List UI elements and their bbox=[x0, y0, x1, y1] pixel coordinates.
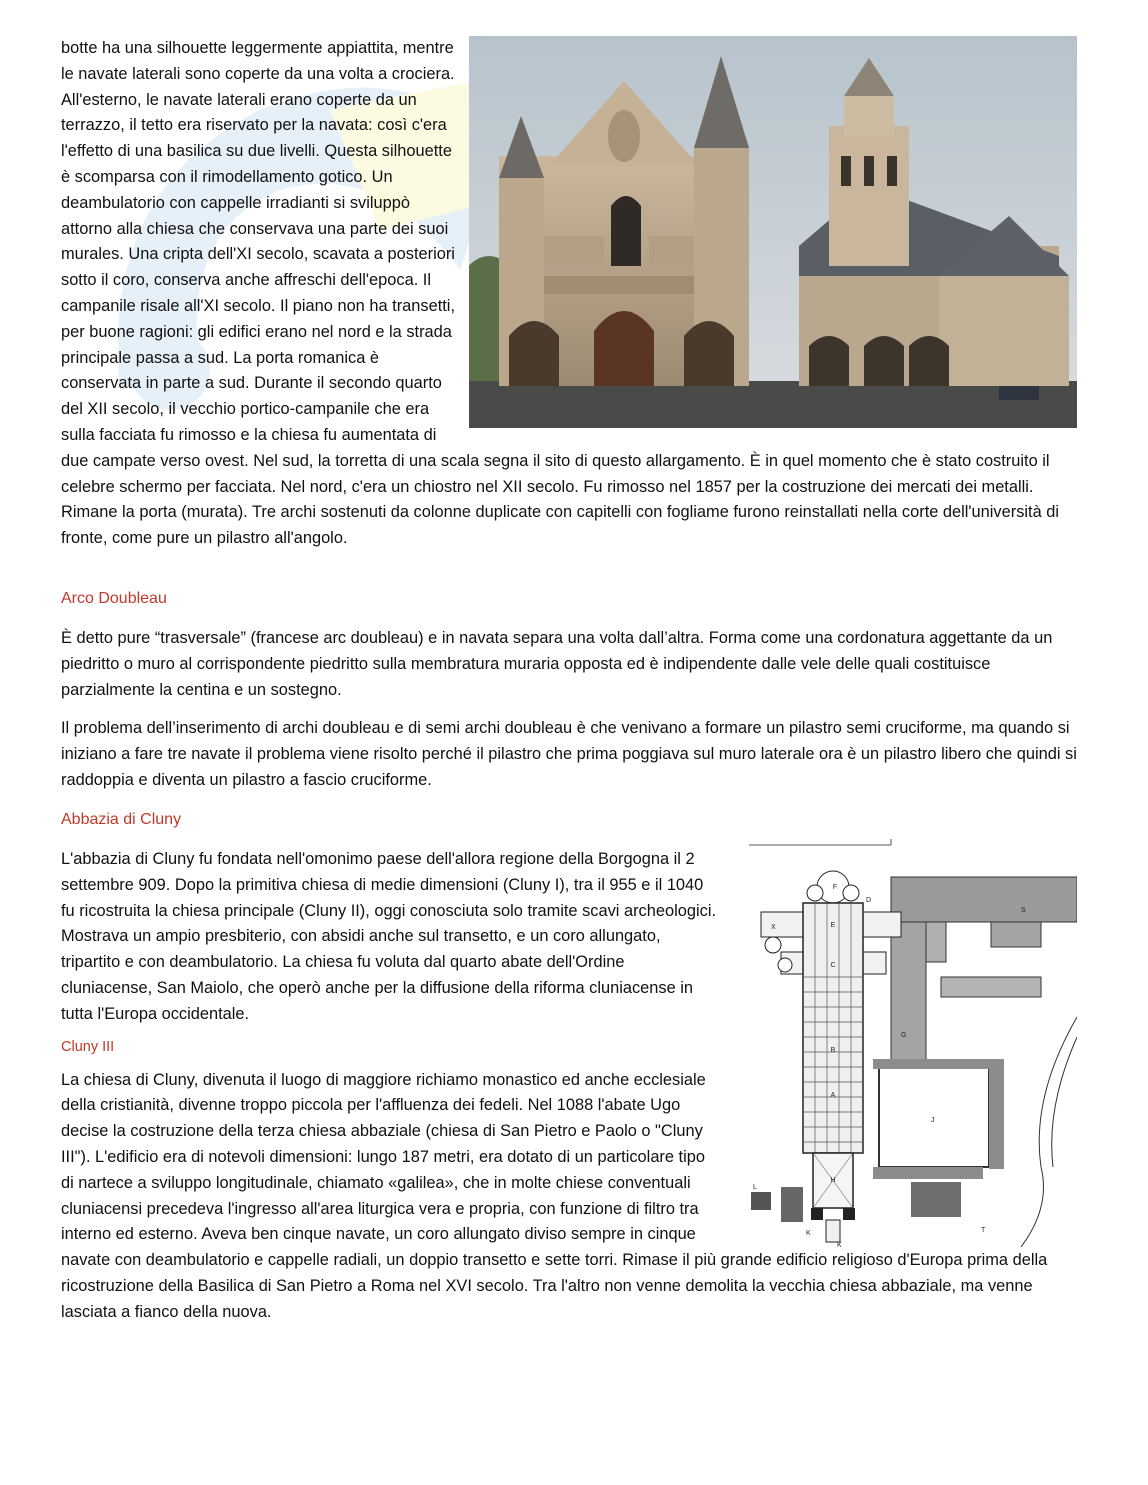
plan-label: H bbox=[830, 1177, 836, 1184]
cluny-section bbox=[61, 847, 1077, 1326]
cluny-iii-heading: Cluny III bbox=[61, 1038, 115, 1055]
cluny-paragraph-1: L'abbazia di Cluny fu fondata nell'omonimo paese dell'allora regione della Borgogna il 2 settembre 909. Dopo la primitiva chiesa di medie dimensioni (Cluny I), tra il 955 e il 1040 fu ricostruita la chiesa principale (Cluny II), oggi conosciuta solo tramite scavi archeologici. Mostrava un ampio presbiterio, con absidi anche sul transetto, e un coro allungato, tripartito e con deambulatorio. La chiesa fu voluta dal quarto abate dell'Ordine cluniacense, San Maiolo, che operò anche per la diffusione della riforma cluniacense in tutta l'Europa occidentale. bbox=[61, 850, 717, 1023]
plan-label: K bbox=[837, 1242, 842, 1247]
plan-label: L bbox=[753, 1184, 757, 1191]
church-photo bbox=[469, 36, 1077, 428]
plan-label: S bbox=[1021, 907, 1026, 914]
arco-paragraph-1: È detto pure “trasversale” (francese arc doubleau) e in navata separa una volta dall’altra. Forma come una cordonatura aggettante da un piedritto o muro al corrispondente piedritto sulla membratura muraria opposta ed è indipendente dalle vele delle quali costituisce parzialmente la centina e un sostegno. bbox=[61, 629, 1053, 699]
arco-section bbox=[61, 626, 1077, 794]
cluny-floor-plan bbox=[741, 837, 1077, 1247]
plan-label: B bbox=[830, 1047, 836, 1054]
plan-label: J bbox=[931, 1117, 935, 1124]
plan-label: E bbox=[830, 922, 836, 929]
arco-paragraph-2: Il problema dell’inserimento di archi doubleau e di semi archi doubleau è che venivano a formare un pilastro semi cruciforme, ma quando si iniziano a fare tre navate il problema viene risolto perché il pilastro che prima poggiava sul muro laterale ora è un pilastro libero che quindi si raddoppia e diventa un pilastro a fascio cruciforme. bbox=[61, 719, 1077, 789]
intro-section bbox=[61, 36, 1077, 552]
cluny-paragraph-2: La chiesa di Cluny, divenuta il luogo di maggiore richiamo monastico ed anche ecclesiale della cristianità, divenne troppo piccola per l'affluenza dei fedeli. Nel 1088 l'abate Ugo decise la costruzione della terza chiesa abbaziale (chiesa di San Pietro e Paolo o "Cluny III"). L'edificio era di notevoli dimensioni: lungo 187 metri, era dotato di un particolare tipo di nartece a sviluppo longitudinale, chiamato «galilea», che in molte chiese conventuali cluniacensi precedeva l'ingresso all'area liturgica vera e propria, con funzione di filtro tra interno ed esterno. Aveva ben cinque navate, un coro allungato diviso sempre in cinque navate con deambulatorio e cappelle radiali, un doppio transetto e sette torri. Rimase il più grande edificio religioso d'Europa prima della ricostruzione della Basilica di San Pietro a Roma nel XVI secolo. Tra l'altro non venne demolita la vecchia chiesa abbaziale, ma venne lasciata a fianco della nuova. bbox=[61, 1070, 1048, 1321]
plan-label: D bbox=[866, 897, 872, 904]
plan-label: A bbox=[830, 1092, 836, 1099]
plan-label: G bbox=[901, 1032, 907, 1039]
abbazia-cluny-heading: Abbazia di Cluny bbox=[61, 811, 182, 828]
plan-label: K bbox=[806, 1230, 811, 1237]
plan-label: T bbox=[981, 1227, 986, 1234]
arco-doubleau-heading: Arco Doubleau bbox=[61, 590, 167, 607]
plan-label: C bbox=[830, 962, 836, 969]
intro-paragraph: botte ha una silhouette leggermente appiattita, mentre le navate laterali sono coperte da una volta a crociera. All'esterno, le navate laterali erano coperte da un terrazzo, il tetto era riservato per la navata: così c'era l'effetto di una basilica su due livelli. Questa silhouette è scomparsa con il rimodellamento gotico. Un deambulatorio con cappelle irradianti si sviluppò attorno alla chiesa che conservava una parte dei suoi murales. Una cripta dell'XI secolo, scavata a posteriori sotto il coro, conserva anche affreschi dell'epoca. Il campanile risale all'XI secolo. Il piano non ha transetti, per buone ragioni: gli edifici erano nel nord e la strada principale passa a sud. La porta romanica è conservata in parte a sud. Durante il secondo quarto del XII secolo, il vecchio portico-campanile che era sulla facciata fu rimosso e la chiesa fu aumentata di due campate verso ovest. Nel sud, la torretta di una scala segna il sito di questo allargamento. È in quel momento che è stato costruito il celebre schermo per facciata. Nel nord, c'era un chiostro nel XII secolo. Fu rimosso nel 1857 per la costruzione dei mercati dei metalli. Rimane la porta (murata). Tre archi sostenuti da colonne duplicate con capitelli con fogliame furono reinstallati nella corte dell'università di fronte, come pure un pilastro all'angolo. bbox=[61, 39, 1060, 548]
plan-label: F bbox=[832, 884, 838, 891]
plan-label: X bbox=[771, 924, 776, 931]
